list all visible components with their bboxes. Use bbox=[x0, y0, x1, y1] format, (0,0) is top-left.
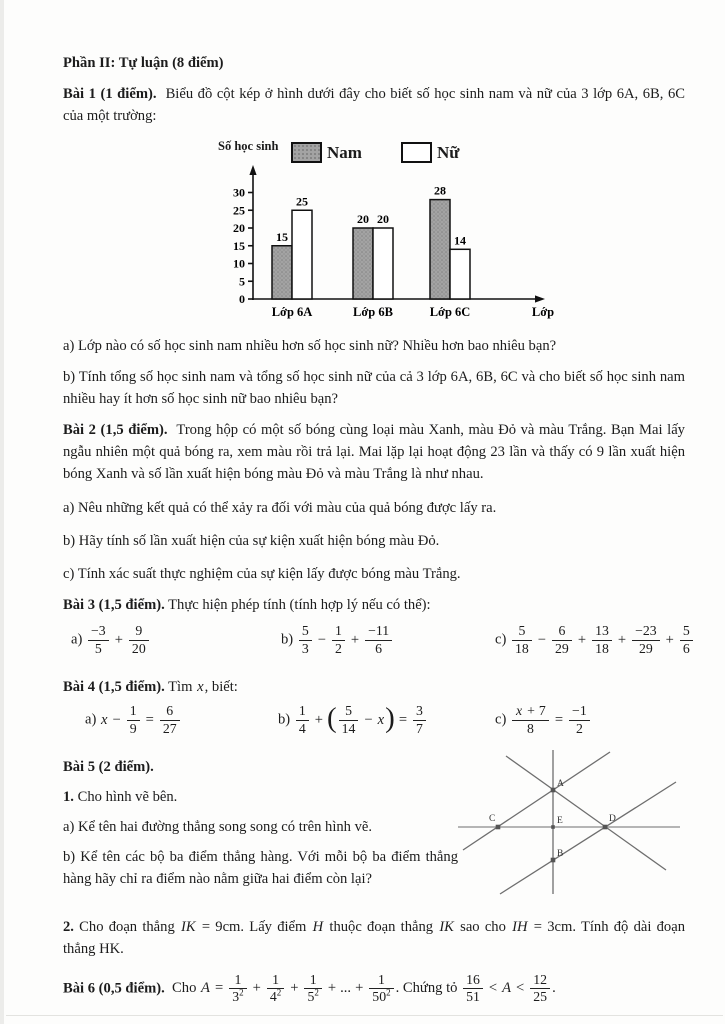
point-label-C: C bbox=[489, 814, 496, 825]
math-token: Cho đoạn thẳng bbox=[73, 919, 180, 936]
bai2-question-b: b) Hãy tính số lần xuất hiện của sự kiện xuất hiện bóng màu Đỏ. bbox=[63, 532, 440, 549]
math-token: 7 bbox=[538, 703, 546, 719]
math-token: − bbox=[317, 631, 326, 648]
math-token: + bbox=[355, 979, 364, 996]
bai4-heading bbox=[63, 676, 685, 698]
math-variable: x bbox=[377, 711, 385, 728]
chart-text: 25 bbox=[296, 193, 308, 208]
line-CA bbox=[463, 752, 610, 850]
bai1-intro: Bài 1 (1 điểm). Biểu đồ cột kép ở hình dưới đây cho biết số học sinh nam và nữ của 3 lớp 6A, 6B, 6C của một trường: bbox=[63, 86, 685, 125]
math-token: = 9cm. Lấy điểm bbox=[196, 919, 312, 936]
math-token: c) bbox=[495, 711, 510, 728]
math-variable: x bbox=[516, 703, 523, 719]
math-token: = bbox=[214, 979, 224, 996]
math-token: < bbox=[488, 979, 498, 996]
chart-text: 5 bbox=[239, 273, 245, 288]
point-B bbox=[551, 858, 556, 863]
bai3-expression-a bbox=[71, 624, 151, 656]
math-token: . bbox=[552, 979, 556, 996]
fraction: $\frac{6}{27}$ bbox=[160, 704, 180, 736]
bar-Nam-Lớp 6B bbox=[353, 228, 373, 299]
math-token: + bbox=[527, 703, 535, 719]
chart-text: 10 bbox=[233, 256, 245, 271]
bai3-expressions bbox=[63, 620, 690, 674]
chart-text: 0 bbox=[239, 291, 245, 306]
math-token: b) bbox=[281, 631, 297, 648]
math-token: = bbox=[145, 711, 154, 728]
bai5-part2 bbox=[63, 916, 685, 960]
math-variable: A bbox=[502, 979, 512, 996]
bai3-heading: Bài 3 (1,5 điểm). Thực hiện phép tính (tính hợp lý nếu có thể): bbox=[63, 597, 431, 614]
fraction: $\frac{5}{3}$ bbox=[299, 624, 312, 656]
fraction: $\frac{5}{18}$ bbox=[512, 624, 532, 656]
math-token: + bbox=[314, 711, 323, 728]
math-token: ... bbox=[340, 979, 352, 996]
math-variable: A bbox=[201, 979, 210, 996]
fraction: $\frac{x + 7}{8}$ bbox=[512, 704, 549, 736]
math-token: thuộc đoạn thẳng bbox=[324, 919, 439, 936]
math-token: sao cho bbox=[454, 919, 512, 936]
chart-text: 20 bbox=[377, 211, 389, 226]
fraction: $\frac{-23}{29}$ bbox=[632, 624, 660, 656]
bai1-label: Bài 1 (1 điểm). bbox=[63, 86, 157, 103]
math-token: Cho hình vẽ bên. bbox=[73, 788, 178, 805]
fraction: $\frac{3}{7}$ bbox=[413, 704, 426, 736]
chart-text: Lớp 6C bbox=[429, 304, 471, 319]
bai5-question-a: a) Kể tên hai đường thẳng song song có trên hình vẽ. bbox=[63, 818, 373, 835]
math-token: + bbox=[617, 631, 627, 648]
point-E bbox=[551, 826, 555, 830]
bai2-label: Bài 2 (1,5 điểm). bbox=[63, 422, 168, 439]
bai3-label: Bài 3 (1,5 điểm). bbox=[63, 597, 165, 614]
chart-text: 15 bbox=[233, 238, 245, 253]
math-token: − bbox=[537, 631, 547, 648]
fraction: $\frac{-11}{6}$ bbox=[365, 624, 392, 656]
bai6-line bbox=[63, 973, 685, 1005]
bar-chart-canvas bbox=[213, 163, 563, 329]
legend-nam-label: Nam bbox=[327, 142, 362, 162]
point-A bbox=[551, 788, 556, 793]
fraction: $\frac{1}{2}$ bbox=[332, 624, 345, 656]
line-AD bbox=[506, 756, 666, 870]
point-label-D: D bbox=[609, 814, 616, 825]
bar-chart bbox=[213, 137, 563, 329]
fraction: $\frac{5}{6}$ bbox=[680, 624, 693, 656]
bar-Nữ-Lớp 6A bbox=[292, 210, 312, 299]
fraction: $\frac{1}{5^2}$ bbox=[304, 973, 321, 1005]
bai2-intro: Bài 2 (1,5 điểm). Trong hộp có một số bóng cùng loại màu Xanh, màu Đỏ và màu Trắng. Bạn Mai lấy ngẫu nhiên một quả bóng ra, xem màu rồi trả lại. Mai lặp lại hoạt động 23 lần và thấy có 9 lần xuất hiện bóng Xanh và số lần xuất hiện bóng màu Đỏ và màu Trắng là như nhau. bbox=[63, 422, 685, 483]
bai4-equation-a bbox=[85, 704, 182, 736]
point-label-E: E bbox=[557, 816, 563, 827]
math-token: a) bbox=[85, 711, 100, 728]
bai5-question-b: b) Kể tên các bộ ba điểm thẳng hàng. Với mỗi bộ ba điểm thẳng hàng hãy chỉ ra điểm nào nằm giữa hai điểm còn lại? bbox=[63, 848, 458, 888]
bar-Nữ-Lớp 6B bbox=[373, 228, 393, 299]
chart-text: Lớp 6B bbox=[353, 304, 393, 319]
fraction: $\frac{1}{4}$ bbox=[296, 704, 309, 736]
math-variable: H bbox=[312, 919, 324, 936]
bar-Nữ-Lớp 6C bbox=[450, 249, 470, 299]
chart-text: 20 bbox=[357, 211, 369, 226]
section-title: Phần II: Tự luận (8 điểm) bbox=[63, 55, 224, 71]
point-label-A: A bbox=[557, 779, 564, 790]
math-token: = 3cm. Tính độ dài đoạn thẳng HK. bbox=[63, 919, 685, 958]
math-token: + bbox=[290, 979, 299, 996]
legend-nu-swatch bbox=[401, 142, 432, 163]
chart-text: 14 bbox=[454, 232, 466, 247]
math-token: + bbox=[252, 979, 261, 996]
math-token: = bbox=[554, 711, 564, 728]
math-token: Cho bbox=[172, 979, 201, 996]
bai4-label: Bài 4 (1,5 điểm). bbox=[63, 679, 165, 696]
math-token: − bbox=[112, 711, 121, 728]
chart-text: 25 bbox=[233, 202, 245, 217]
fraction: $\frac{1}{9}$ bbox=[127, 704, 140, 736]
bai1-question-b: b) Tính tổng số học sinh nam và tổng số học sinh nữ của cả 3 lớp 6A, 6B, 6C và cho biết số học sinh nam nhiều hay ít hơn số học sinh nữ bao nhiêu bạn? bbox=[63, 368, 685, 407]
chart-y-axis-label: Số học sinh bbox=[218, 138, 279, 153]
chart-text: 15 bbox=[276, 229, 288, 244]
fraction: $\frac{1}{3^2}$ bbox=[229, 973, 246, 1005]
math-token: 1. bbox=[63, 788, 74, 805]
chart-text: Lớp bbox=[531, 304, 555, 319]
fraction: $\frac{5}{14}$ bbox=[339, 704, 359, 736]
fraction: $\frac{1}{50^2}$ bbox=[369, 973, 393, 1005]
fraction: $\frac{-3}{5}$ bbox=[88, 624, 109, 656]
bai2-question-a: a) Nêu những kết quả có thể xảy ra đối với màu của quả bóng được lấy ra. bbox=[63, 499, 497, 516]
point-C bbox=[496, 825, 501, 830]
math-token: + bbox=[114, 631, 123, 648]
bai6-label: Bài 6 (0,5 điểm). bbox=[63, 979, 165, 996]
bai2-question-c: c) Tính xác suất thực nghiệm của sự kiện lấy được bóng màu Trắng. bbox=[63, 565, 461, 582]
geometry-figure bbox=[448, 742, 690, 900]
math-token: , biết: bbox=[204, 679, 238, 696]
bai4-equation-b bbox=[278, 704, 428, 736]
math-token: = bbox=[398, 711, 408, 728]
math-token: . Chứng tỏ bbox=[395, 979, 462, 996]
math-token: Tìm bbox=[168, 679, 197, 696]
fraction: $\frac{9}{20}$ bbox=[129, 624, 149, 656]
math-token: + bbox=[577, 631, 587, 648]
math-token: < bbox=[516, 979, 525, 996]
math-token: ( bbox=[326, 702, 337, 735]
math-token: 2. bbox=[63, 919, 74, 936]
point-D bbox=[603, 825, 608, 830]
line-BD bbox=[500, 782, 676, 894]
point-label-B: B bbox=[557, 849, 564, 860]
chart-text: Lớp 6A bbox=[271, 304, 313, 319]
chart-text: 28 bbox=[434, 183, 446, 198]
math-variable: IH bbox=[512, 919, 528, 936]
fraction: $\frac{6}{29}$ bbox=[552, 624, 572, 656]
math-token: ) bbox=[385, 702, 395, 735]
fraction: $\frac{16}{51}$ bbox=[463, 973, 483, 1005]
math-variable: IK bbox=[181, 919, 196, 936]
math-token: b) bbox=[278, 711, 294, 728]
bai1-question-a: a) Lớp nào có số học sinh nam nhiều hơn số học sinh nữ? Nhiều hơn bao nhiêu bạn? bbox=[63, 337, 557, 354]
chart-text: 20 bbox=[233, 220, 245, 235]
bar-Nam-Lớp 6C bbox=[430, 199, 450, 298]
bai5-section bbox=[63, 756, 685, 890]
math-token: − bbox=[364, 711, 373, 728]
bai5-heading: Bài 5 (2 điểm). bbox=[63, 759, 154, 776]
math-token: a) bbox=[71, 631, 86, 648]
math-token: + bbox=[350, 631, 360, 648]
legend-nu-label: Nữ bbox=[437, 142, 460, 162]
math-token: + bbox=[665, 631, 674, 648]
chart-text: 30 bbox=[233, 185, 245, 200]
bar-Nam-Lớp 6A bbox=[272, 245, 292, 298]
fraction: $\frac{-1}{2}$ bbox=[569, 704, 590, 736]
fraction: $\frac{12}{25}$ bbox=[530, 973, 550, 1005]
bai4-equation-c bbox=[495, 704, 592, 736]
legend-nu bbox=[401, 140, 459, 166]
fraction: $\frac{1}{4^2}$ bbox=[267, 973, 284, 1005]
math-token: + bbox=[327, 979, 337, 996]
bai3-expression-b bbox=[281, 624, 394, 656]
math-token: c) bbox=[495, 631, 510, 648]
bai5-part1 bbox=[63, 786, 458, 808]
legend-nam bbox=[291, 140, 362, 166]
math-variable: x bbox=[197, 679, 204, 696]
math-variable: x bbox=[101, 711, 108, 728]
math-variable: IK bbox=[439, 919, 454, 936]
bai3-expression-c bbox=[495, 624, 695, 656]
legend-nam-swatch bbox=[291, 142, 322, 163]
fraction: $\frac{13}{18}$ bbox=[592, 624, 612, 656]
